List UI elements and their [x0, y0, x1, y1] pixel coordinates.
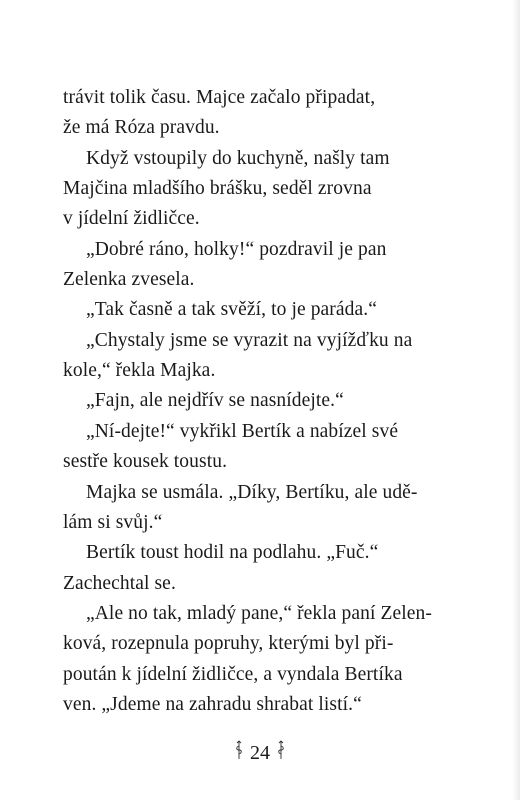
- page-edge-shadow: [512, 0, 520, 800]
- text-line: Bertík toust hodil na podlahu. „Fuč.“: [86, 542, 379, 563]
- text-line: „Fajn, ale nejdřív se nasnídejte.“: [86, 390, 344, 411]
- text-line: poután k jídelní židličce, a vyndala Bertíka: [63, 664, 403, 685]
- text-line: „Tak časně a tak svěží, to je paráda.“: [86, 299, 377, 320]
- text-line: Když vstoupily do kuchyně, našly tam: [86, 148, 390, 169]
- text-line: Zachechtal se.: [63, 573, 176, 594]
- text-line: sestře kousek toustu.: [63, 451, 228, 472]
- page-number: 24: [250, 741, 270, 764]
- text-line: že má Róza pravdu.: [63, 117, 220, 138]
- text-line: „Ní-dejte!“ vykřikl Bertík a nabízel své: [86, 421, 399, 442]
- text-line: ven. „Jdeme na zahradu shrabat listí.“: [63, 694, 362, 715]
- text-line: kole,“ řekla Majka.: [63, 360, 216, 381]
- text-line: „Ale no tak, mladý pane,“ řekla paní Zelen-: [86, 603, 432, 624]
- flourish-ornament-icon: [276, 740, 286, 766]
- page-number-footer: [0, 740, 520, 766]
- text-line: Majka se usmála. „Díky, Bertíku, ale udě-: [86, 482, 418, 503]
- text-line: lám si svůj.“: [63, 512, 163, 533]
- text-line: v jídelní židličce.: [63, 208, 200, 229]
- text-line: ková, rozepnula popruhy, kterými byl při-: [63, 633, 394, 654]
- text-line: Majčina mladšího brášku, seděl zrovna: [63, 178, 372, 199]
- text-line: Zelenka zvesela.: [63, 269, 195, 290]
- text-line: „Chystaly jsme se vyrazit na vyjížďku na: [86, 330, 413, 351]
- text-line: trávit tolik času. Majce začalo připadat,: [63, 87, 376, 108]
- text-line: „Dobré ráno, holky!“ pozdravil je pan: [86, 239, 387, 260]
- flourish-ornament-icon: [234, 740, 244, 766]
